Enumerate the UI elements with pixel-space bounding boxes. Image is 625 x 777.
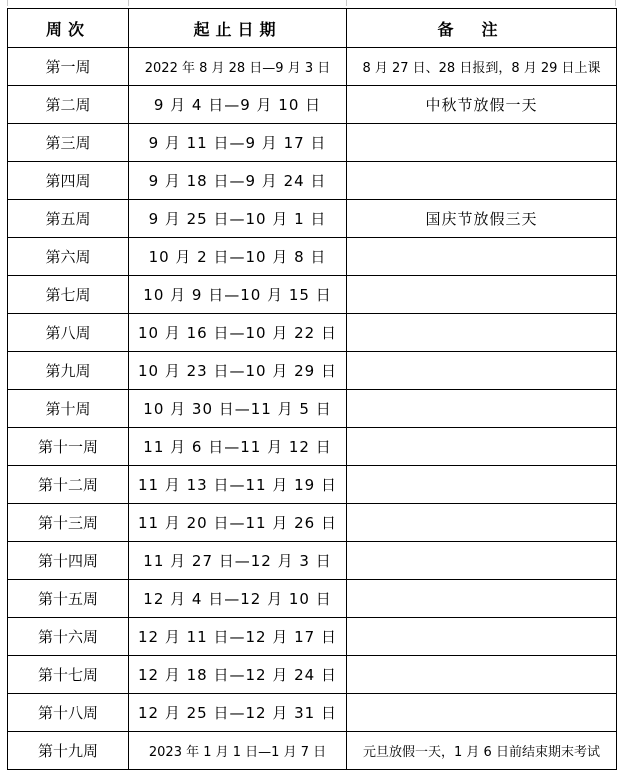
week-cell: 第五周 — [8, 200, 129, 238]
dates-cell: 9 月 25 日—10 月 1 日 — [129, 200, 347, 238]
table-row — [8, 314, 617, 352]
table-row — [8, 124, 617, 162]
notes-cell — [347, 580, 617, 618]
dates-cell: 10 月 16 日—10 月 22 日 — [129, 314, 347, 352]
table-header-row — [8, 9, 617, 48]
week-cell: 第六周 — [8, 238, 129, 276]
dates-cell: 11 月 6 日—11 月 12 日 — [129, 428, 347, 466]
week-cell: 第十二周 — [8, 466, 129, 504]
dates-cell: 12 月 4 日—12 月 10 日 — [129, 580, 347, 618]
notes-cell — [347, 504, 617, 542]
dates-cell: 12 月 11 日—12 月 17 日 — [129, 618, 347, 656]
notes-cell — [347, 656, 617, 694]
header-notes: 备注 — [347, 9, 617, 48]
week-cell: 第十五周 — [8, 580, 129, 618]
notes-cell — [347, 466, 617, 504]
notes-cell: 8 月 27 日、28 日报到，8 月 29 日上课 — [347, 48, 617, 86]
week-cell: 第一周 — [8, 48, 129, 86]
table-row — [8, 732, 617, 770]
week-schedule-table — [7, 8, 617, 770]
table-row — [8, 352, 617, 390]
notes-cell — [347, 542, 617, 580]
dates-cell: 10 月 30 日—11 月 5 日 — [129, 390, 347, 428]
notes-cell: 中秋节放假一天 — [347, 86, 617, 124]
table-row — [8, 694, 617, 732]
dates-cell: 12 月 18 日—12 月 24 日 — [129, 656, 347, 694]
header-week: 周次 — [8, 9, 129, 48]
notes-cell — [347, 124, 617, 162]
notes-cell — [347, 352, 617, 390]
week-cell: 第十八周 — [8, 694, 129, 732]
dates-cell: 10 月 2 日—10 月 8 日 — [129, 238, 347, 276]
header-dates: 起止日期 — [129, 9, 347, 48]
dates-cell: 9 月 4 日—9 月 10 日 — [129, 86, 347, 124]
notes-cell — [347, 162, 617, 200]
week-cell: 第二周 — [8, 86, 129, 124]
dates-cell: 2023 年 1 月 1 日—1 月 7 日 — [129, 732, 347, 770]
week-cell: 第四周 — [8, 162, 129, 200]
table-row — [8, 542, 617, 580]
week-cell: 第十三周 — [8, 504, 129, 542]
table-row — [8, 200, 617, 238]
table-row — [8, 504, 617, 542]
week-cell: 第十周 — [8, 390, 129, 428]
notes-cell — [347, 618, 617, 656]
notes-cell — [347, 390, 617, 428]
table-row — [8, 656, 617, 694]
notes-cell — [347, 314, 617, 352]
dates-cell: 11 月 27 日—12 月 3 日 — [129, 542, 347, 580]
week-cell: 第十九周 — [8, 732, 129, 770]
ruler-mark — [615, 0, 616, 6]
ruler-mark — [7, 0, 8, 6]
table-row — [8, 618, 617, 656]
week-cell: 第十七周 — [8, 656, 129, 694]
dates-cell: 10 月 23 日—10 月 29 日 — [129, 352, 347, 390]
notes-cell: 元旦放假一天，1 月 6 日前结束期末考试 — [347, 732, 617, 770]
table-body — [8, 48, 617, 770]
dates-cell: 9 月 18 日—9 月 24 日 — [129, 162, 347, 200]
week-cell: 第七周 — [8, 276, 129, 314]
notes-cell — [347, 276, 617, 314]
table-row — [8, 466, 617, 504]
week-cell: 第九周 — [8, 352, 129, 390]
notes-cell: 国庆节放假三天 — [347, 200, 617, 238]
dates-cell: 9 月 11 日—9 月 17 日 — [129, 124, 347, 162]
table-row — [8, 162, 617, 200]
table-row — [8, 86, 617, 124]
table-row — [8, 238, 617, 276]
dates-cell: 2022 年 8 月 28 日—9 月 3 日 — [129, 48, 347, 86]
week-cell: 第十六周 — [8, 618, 129, 656]
dates-cell: 10 月 9 日—10 月 15 日 — [129, 276, 347, 314]
week-cell: 第十一周 — [8, 428, 129, 466]
dates-cell: 11 月 13 日—11 月 19 日 — [129, 466, 347, 504]
ruler-mark — [128, 0, 129, 6]
table-row — [8, 390, 617, 428]
table-row — [8, 428, 617, 466]
notes-cell — [347, 694, 617, 732]
notes-cell — [347, 238, 617, 276]
dates-cell: 11 月 20 日—11 月 26 日 — [129, 504, 347, 542]
notes-cell — [347, 428, 617, 466]
table-row — [8, 48, 617, 86]
week-cell: 第三周 — [8, 124, 129, 162]
ruler-marks — [0, 0, 625, 8]
dates-cell: 12 月 25 日—12 月 31 日 — [129, 694, 347, 732]
week-cell: 第八周 — [8, 314, 129, 352]
table-row — [8, 276, 617, 314]
table-row — [8, 580, 617, 618]
ruler-mark — [346, 0, 347, 6]
week-cell: 第十四周 — [8, 542, 129, 580]
